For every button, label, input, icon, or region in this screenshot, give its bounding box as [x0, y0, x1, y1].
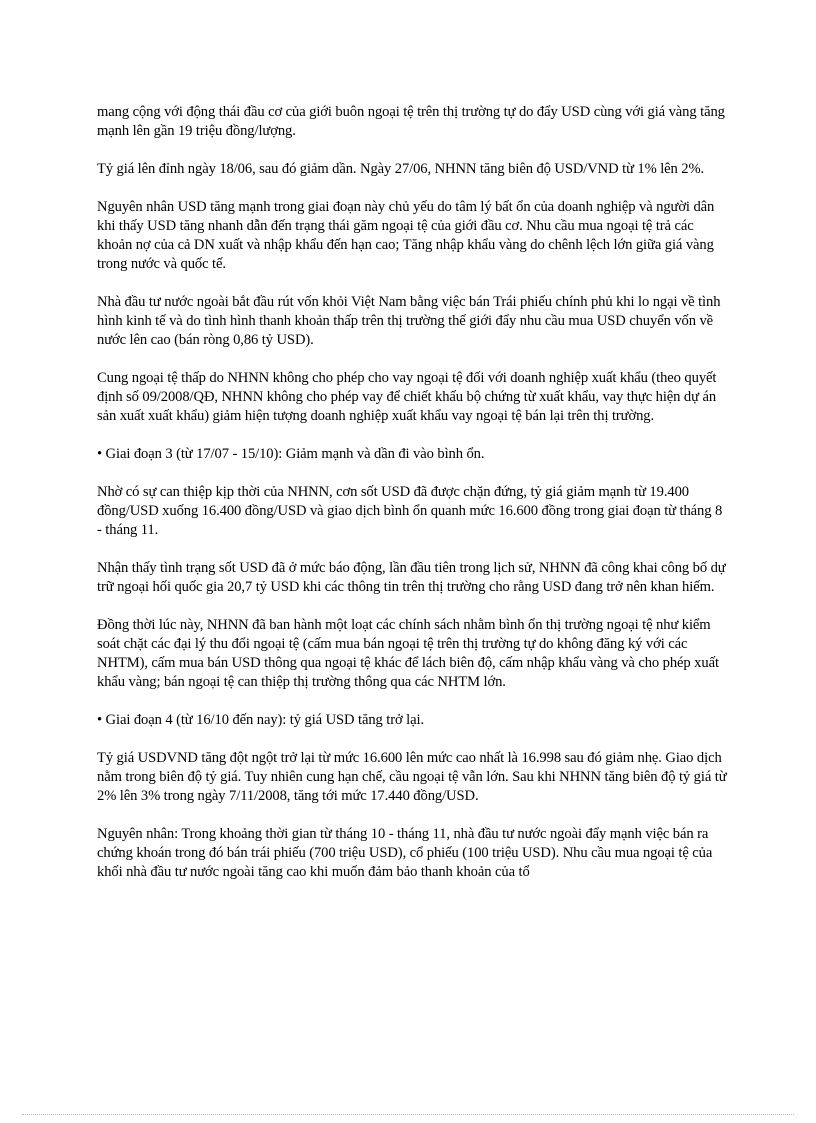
paragraph-cause-psychology: Nguyên nhân USD tăng mạnh trong giai đoạn này chủ yếu do tâm lý bất ổn của doanh nghiệp và người dân khi thấy USD tăng nhanh dẫn đến trạng thái găm ngoại tệ của giới đầu cơ. Nhu cầu mua ngoại tệ trả các khoản nợ của cả DN xuất và nhập khẩu đến hạn cao; Tăng nhập khẩu vàng do chênh lệch lớn giữa giá vàng trong nước và quốc tế. — [97, 199, 715, 272]
paragraph-policies: Đồng thời lúc này, NHNN đã ban hành một loạt các chính sách nhằm bình ổn thị trường ngoại tệ như kiểm soát chặt các đại lý thu đổi ngoại tệ (cấm mua bán ngoại tệ trên thị trường tự do không đăng ký với các NHTM), cấm mua bán USD thông qua ngoại tệ khác để lách biên độ, cấm nhập khẩu vàng và cho phép xuất khẩu vàng; bán ngoại tệ can thiệp thị trường thông qua các NHTM lớn. — [97, 617, 719, 690]
paragraph-foreign-investors: Nhà đầu tư nước ngoài bắt đầu rút vốn khỏi Việt Nam bằng việc bán Trái phiếu chính phủ khi lo ngại về tình hình kinh tế và do tình hình thanh khoản thấp trên thị trường thế giới đẩy nhu cầu mua USD chuyển vốn về nước lên cao (bán ròng 0,86 tỷ USD). — [97, 294, 721, 348]
paragraph-stage-3-heading: • Giai đoạn 3 (từ 17/07 - 15/10): Giảm mạnh và dần đi vào bình ổn. — [97, 446, 485, 462]
paragraph-cause-selloff: Nguyên nhân: Trong khoảng thời gian từ tháng 10 - tháng 11, nhà đầu tư nước ngoài đẩy mạnh việc bán ra chứng khoán trong đó bán trái phiếu (700 triệu USD), cổ phiếu (100 triệu USD). Nhu cầu mua ngoại tệ của khối nhà đầu tư nước ngoài tăng cao khi muốn đảm bảo thanh khoản của tổ — [97, 826, 713, 880]
paragraph-reserves: Nhận thấy tình trạng sốt USD đã ở mức báo động, lần đầu tiên trong lịch sử, NHNN đã công khai công bố dự trữ ngoại hối quốc gia 20,7 tỷ USD khi các thông tin trên thị trường cho rằng USD đang trở nên khan hiếm. — [97, 560, 726, 595]
paragraph-rate-peak: Tỷ giá lên đỉnh ngày 18/06, sau đó giảm dần. Ngày 27/06, NHNN tăng biên độ USD/VND từ 1% lên 2%. — [97, 161, 705, 177]
paragraph-rate-rise: Tỷ giá USDVND tăng đột ngột trở lại từ mức 16.600 lên mức cao nhất là 16.998 sau đó giảm nhẹ. Giao dịch nằm trong biên độ tỷ giá. Tuy nhiên cung hạn chế, cầu ngoại tệ vẫn lớn. Sau khi NHNN tăng biên độ tỷ giá từ 2% lên 3% trong ngày 7/11/2008, tăng tới mức 17.440 đồng/USD. — [97, 750, 727, 804]
paragraph-stage-4-heading: • Giai đoạn 4 (từ 16/10 đến nay): tỷ giá USD tăng trở lại. — [97, 712, 425, 728]
document-body — [97, 103, 727, 901]
paragraph-gold-price: mang cộng với động thái đầu cơ của giới buôn ngoại tệ trên thị trường tự do đẩy USD cùng với giá vàng tăng mạnh lên gần 19 triệu đồng/lượng. — [97, 104, 725, 139]
paragraph-intervention: Nhờ có sự can thiệp kịp thời của NHNN, cơn sốt USD đã được chặn đứng, tỷ giá giảm mạnh từ 19.400 đồng/USD xuống 16.400 đồng/USD và giao dịch bình ổn quanh mức 16.600 đồng trong giai đoạn từ tháng 8 - tháng 11. — [97, 484, 723, 538]
paragraph-low-supply: Cung ngoại tệ thấp do NHNN không cho phép cho vay ngoại tệ đối với doanh nghiệp xuất khẩu (theo quyết định số 09/2008/QĐ, NHNN không cho phép vay để chiết khấu bộ chứng từ xuất khẩu, vay thực hiện dự án sản xuất xuất khẩu) giảm hiện tượng doanh nghiệp xuất khẩu vay ngoại tệ bán lại trên thị trường. — [97, 370, 717, 424]
page-bottom-divider — [22, 1114, 794, 1115]
